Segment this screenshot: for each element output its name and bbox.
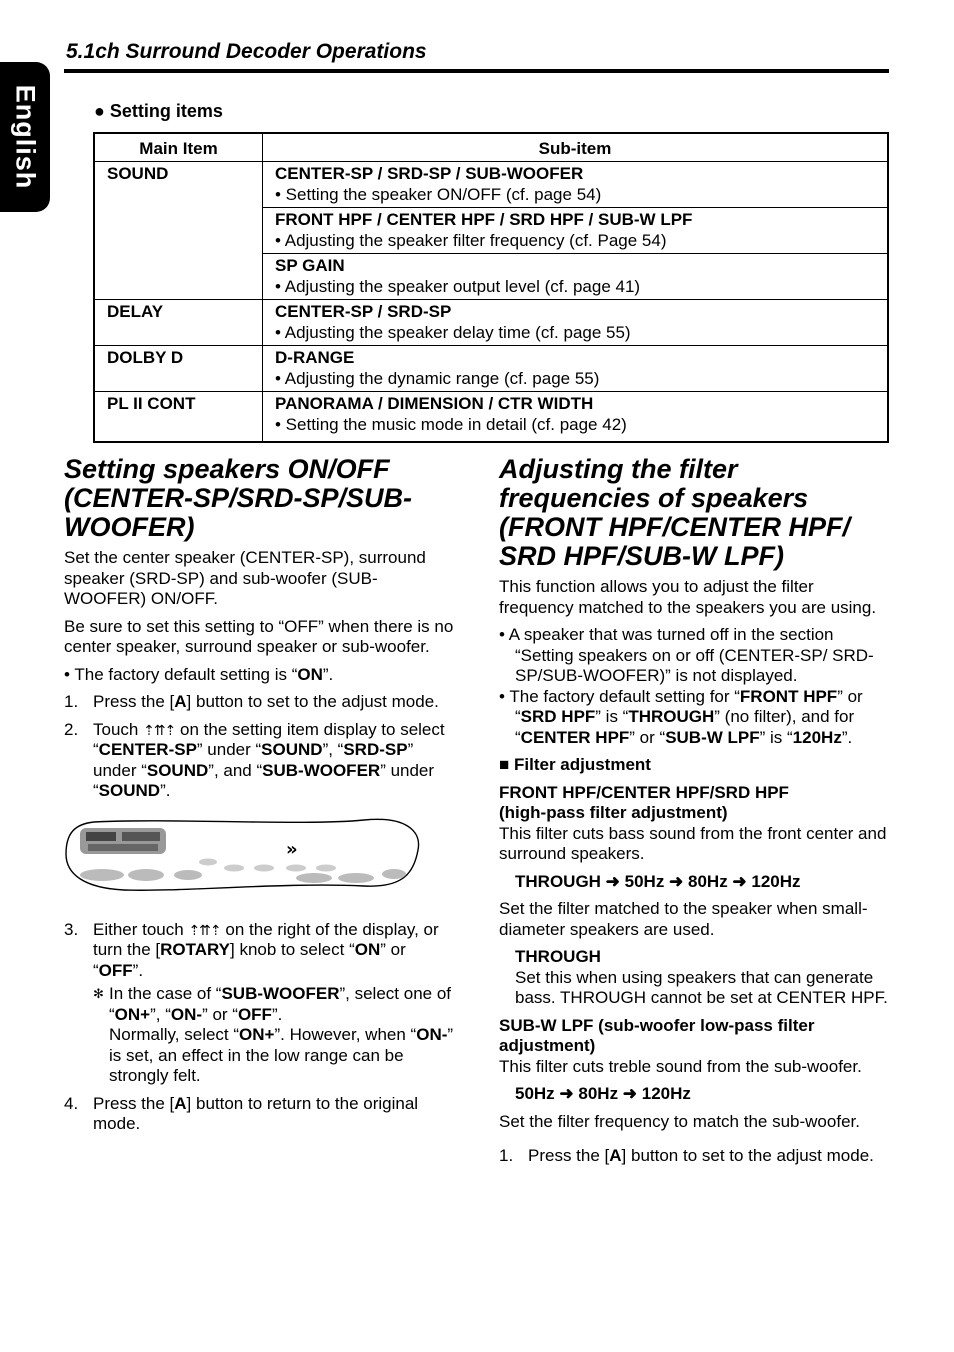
sub-item-title: FRONT HPF / CENTER HPF / SRD HPF / SUB-W LPF [275, 210, 693, 229]
text-bold: CENTER HPF [520, 727, 630, 747]
main-item-sound: SOUND [94, 162, 263, 300]
text-bold: ON- [170, 1004, 203, 1024]
text: ” is “ [595, 707, 629, 726]
text-bold: SOUND [146, 760, 209, 780]
right-column [499, 455, 891, 1174]
text: ” under “ [93, 760, 435, 800]
step-number: 3. [64, 919, 79, 939]
col-sub-header: Sub-item [263, 133, 889, 162]
text: ” or “ [93, 940, 406, 980]
step-number: 1. [499, 1146, 514, 1165]
sub-item [263, 162, 889, 208]
text: ”, and “ [208, 760, 263, 780]
step-3 [64, 920, 454, 1087]
text: ” is “ [759, 727, 793, 747]
text: Press the [ [528, 1146, 610, 1165]
display-illustration [64, 816, 420, 894]
main-item-pl-ii-cont: PL II CONT [94, 392, 263, 443]
language-tab [0, 62, 50, 212]
text: • The factory default setting is “ [64, 664, 298, 684]
hpf-title: FRONT HPF/CENTER HPF/SRD HPF [499, 782, 789, 802]
sub-item [263, 254, 889, 300]
text: ”, select one of “ [109, 984, 452, 1024]
text-bold: THROUGH [628, 707, 715, 726]
text-bold: OFF [237, 1004, 272, 1024]
text: ” under “ [196, 740, 262, 759]
display-panel-graphic [64, 816, 420, 894]
text-bold: OFF [98, 960, 133, 980]
text-bold: SOUND [261, 740, 323, 759]
text: ”, “ [150, 1004, 171, 1024]
text-bold: SUB-WOOFER [262, 760, 381, 780]
text: • The factory default setting for “ [499, 686, 740, 706]
filter-adjustment-heading: ■ Filter adjustment [499, 755, 651, 774]
hidden-speaker-bullet: • A speaker that was turned off in the section “Setting speakers on or off (CENTER-SP/ SRD-SP/SUB-WOOFER)” is not displayed. [499, 625, 874, 685]
sub-item-desc: • Setting the music mode in detail (cf. page 42) [275, 415, 627, 434]
a-button-label: A [174, 1093, 187, 1113]
text-bold: SUB-WOOFER [221, 984, 340, 1003]
text-bold: CENTER-SP [98, 740, 197, 759]
text: ] button to set to the adjust mode. [621, 1146, 874, 1165]
text-bold: SRD HPF [520, 707, 596, 726]
text-bold: 120Hz [792, 727, 842, 747]
setting-items-heading-text: Setting items [109, 101, 223, 121]
text-bold: ON [354, 940, 381, 959]
text: ” or “ [202, 1004, 238, 1024]
header-rule [64, 69, 889, 73]
text: Touch [93, 719, 144, 739]
lpf-note: Set the filter frequency to match the sub-woofer. [499, 1111, 860, 1131]
text: ”. [841, 727, 853, 747]
lpf-sequence: 50Hz ➜ 80Hz ➜ 120Hz [515, 1084, 691, 1103]
text: ”. [160, 781, 171, 800]
text-bold: FRONT HPF [739, 686, 838, 706]
text: ] button to return to the original mode. [93, 1093, 419, 1133]
text: ” or “ [515, 686, 863, 726]
step-number: 4. [64, 1093, 79, 1113]
rotary-knob-label: ROTARY [160, 940, 230, 959]
lpf-block [499, 1016, 891, 1078]
lpf-description: This filter cuts treble sound from the sub-woofer. [499, 1056, 862, 1076]
sub-item-desc: • Adjusting the speaker output level (cf. page 41) [275, 277, 641, 296]
touch-pad-icon: ⇡⇈⇡ [143, 721, 176, 738]
text-bold: SRD-SP [343, 740, 408, 759]
step-number: 2. [64, 719, 79, 739]
text: ” (no filter), and for “ [515, 707, 855, 747]
sub-item-title: D-RANGE [275, 348, 355, 367]
sub-item [263, 346, 889, 392]
right-heading: Adjusting the filter frequencies of speakers (FRONT HPF/CENTER HPF/ SRD HPF/SUB-W LPF) [499, 454, 850, 571]
text: ”. [132, 960, 144, 980]
text: Normally, select “ [109, 1025, 240, 1044]
factory-default-bullet [64, 665, 454, 686]
text: on the setting item display to select “ [93, 719, 445, 759]
text: ”. However, when “ [274, 1025, 417, 1044]
sub-item-desc: • Adjusting the speaker delay time (cf. page 55) [275, 323, 631, 342]
sub-item [263, 208, 889, 254]
text: In the case of “ [109, 984, 222, 1003]
text: Press the [ [93, 692, 175, 711]
main-item-dolby-d: DOLBY D [94, 346, 263, 392]
text: Press the [ [93, 1093, 175, 1113]
text: ] knob to select “ [230, 940, 355, 959]
sub-item-title: PANORAMA / DIMENSION / CTR WIDTH [275, 394, 594, 413]
through-description: Set this when using speakers that can generate bass. THROUGH cannot be set at CENTER HPF. [515, 967, 888, 1007]
left-paragraph-2: Be sure to set this setting to “OFF” when there is no center speaker, surround speaker or sub-woofer. [64, 616, 454, 656]
sub-item-title: CENTER-SP / SRD-SP / SUB-WOOFER [275, 164, 584, 183]
running-head: 5.1ch Surround Decoder Operations [66, 40, 427, 63]
lpf-title: SUB-W LPF (sub-woofer low-pass filter adjustment) [499, 1015, 815, 1055]
text-bold: ON+ [239, 1025, 275, 1044]
text-bold: ON- [416, 1025, 448, 1044]
sub-item-desc: • Adjusting the speaker filter frequency (cf. Page 54) [275, 231, 667, 250]
col-main-header: Main Item [94, 133, 263, 162]
right-step-1 [499, 1146, 891, 1167]
subwoofer-note [93, 984, 454, 1087]
step-2 [64, 720, 454, 802]
text: ” is set, an effect in the low range can be strongly felt. [109, 1025, 454, 1085]
text: ”. [322, 664, 334, 684]
sub-item [263, 392, 889, 443]
a-button-label: A [609, 1146, 622, 1165]
setting-items-table [93, 132, 889, 443]
through-title: THROUGH [515, 947, 601, 966]
text-bold: SOUND [98, 781, 161, 800]
through-block [499, 947, 891, 1009]
text: Either touch [93, 919, 189, 939]
a-button-label: A [174, 692, 187, 711]
hpf-sequence: THROUGH ➜ 50Hz ➜ 80Hz ➜ 120Hz [515, 871, 801, 891]
left-column [64, 455, 454, 1142]
note-mark: ✻ [93, 986, 104, 1001]
left-paragraph-1: Set the center speaker (CENTER-SP), surround speaker (SRD-SP) and sub-woofer (SUB-WOOFER) ON/OFF. [64, 548, 426, 608]
sub-item-title: SP GAIN [275, 256, 345, 275]
text: ” or “ [629, 727, 666, 747]
language-tab-label: English [10, 84, 41, 190]
sub-item [263, 300, 889, 346]
text-bold: ON+ [114, 1004, 151, 1024]
fast-forward-icon: » [286, 838, 298, 860]
factory-default-bullet [499, 687, 891, 749]
step-4 [64, 1094, 454, 1135]
hpf-block [499, 783, 891, 865]
hpf-note: Set the filter matched to the speaker when small-diameter speakers are used. [499, 899, 868, 939]
sub-item-desc: • Adjusting the dynamic range (cf. page 55) [275, 369, 600, 388]
text: on the right of the display, or turn the [ [93, 919, 439, 959]
right-paragraph-1: This function allows you to adjust the filter frequency matched to the speakers you are using. [499, 577, 877, 617]
text: ”. [271, 1004, 283, 1024]
text: ” under “ [93, 740, 414, 780]
step-number: 1. [64, 692, 79, 711]
text-bold: ON [297, 664, 323, 684]
sub-item-title: CENTER-SP / SRD-SP [275, 302, 452, 321]
touch-pad-icon: ⇡⇈⇡ [188, 921, 221, 938]
main-item-delay: DELAY [94, 300, 263, 346]
text: ] button to set to the adjust mode. [186, 692, 439, 711]
step-1 [64, 692, 454, 713]
hpf-subtitle: (high-pass filter adjustment) [499, 803, 728, 822]
text-bold: SUB-W LPF [665, 727, 760, 747]
setting-items-heading: ● Setting items [94, 101, 223, 121]
hpf-description: This filter cuts bass sound from the front center and surround speakers. [499, 823, 887, 863]
text: ”, “ [322, 740, 344, 759]
left-heading: Setting speakers ON/OFF (CENTER-SP/SRD-SP/SUB-WOOFER) [64, 454, 413, 542]
sub-item-desc: • Setting the speaker ON/OFF (cf. page 54) [275, 185, 602, 204]
